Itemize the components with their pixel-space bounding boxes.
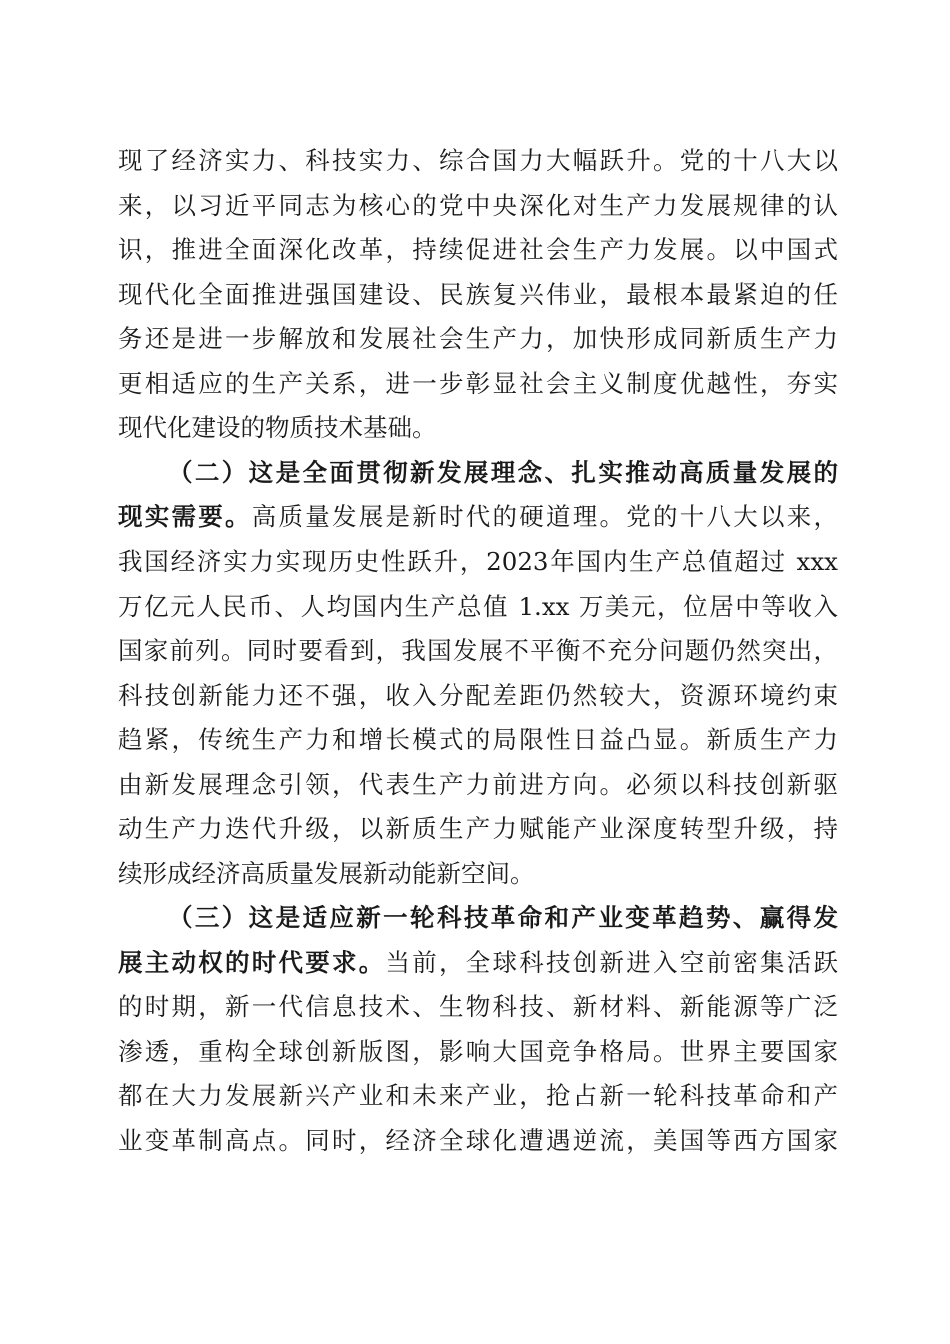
- body-text-line: 动生产力迭代升级，以新质生产力赋能产业深度转型升级，持: [118, 814, 838, 843]
- body-text-line: 来，以习近平同志为核心的党中央深化对生产力发展规律的认: [118, 191, 838, 220]
- body-text-fragment: 当前，全球科技创新进入空前密集活跃: [385, 948, 838, 977]
- section-heading: （二）这是全面贯彻新发展理念、扎实推动高质量发展的: [168, 458, 838, 487]
- section-heading-continuation: 现实需要。: [118, 502, 252, 531]
- body-text-line: 业变革制高点。同时，经济全球化遭遇逆流，美国等西方国家: [118, 1126, 838, 1155]
- body-text-line: 渗透，重构全球创新版图，影响大国竞争格局。世界主要国家: [118, 1037, 838, 1066]
- body-text-line: 由新发展理念引领，代表生产力前进方向。必须以科技创新驱: [118, 770, 838, 799]
- body-text-line: 万亿元人民币、人均国内生产总值 1.xx 万美元，位居中等收入: [118, 592, 838, 621]
- body-text-line: 更相适应的生产关系，进一步彰显社会主义制度优越性，夯实: [118, 369, 838, 398]
- body-text-line: [118, 497, 838, 537]
- body-text-line: 识，推进全面深化改革，持续促进社会生产力发展。以中国式: [118, 235, 838, 264]
- body-text-fragment: 高质量发展是新时代的硬道理。党的十八大以来，: [251, 502, 838, 531]
- body-text-line: 趋紧，传统生产力和增长模式的局限性日益凸显。新质生产力: [118, 725, 838, 754]
- body-text-line: 续形成经济高质量发展新动能新空间。: [118, 859, 535, 888]
- body-text-line: 科技创新能力还不强，收入分配差距仍然较大，资源环境约束: [118, 681, 838, 710]
- body-text-line: 我国经济实力实现历史性跃升，2023年国内生产总值超过 xxx: [118, 547, 838, 576]
- section-heading-continuation: 展主动权的时代要求。: [118, 948, 386, 977]
- body-text-line: 的时期，新一代信息技术、生物科技、新材料、新能源等广泛: [118, 992, 838, 1021]
- body-text-line: 都在大力发展新兴产业和未来产业，抢占新一轮科技革命和产: [118, 1081, 838, 1110]
- body-text-line: 现代化全面推进强国建设、民族复兴伟业，最根本最紧迫的任: [118, 280, 838, 309]
- body-text-line: 国家前列。同时要看到，我国发展不平衡不充分问题仍然突出，: [118, 636, 838, 665]
- body-text-line: 现代化建设的物质技术基础。: [118, 413, 437, 442]
- body-text-line: 现了经济实力、科技实力、综合国力大幅跃升。党的十八大以: [118, 146, 838, 175]
- section-heading: （三）这是适应新一轮科技革命和产业变革趋势、赢得发: [168, 903, 838, 932]
- body-text-line: 务还是进一步解放和发展社会生产力，加快形成同新质生产力: [118, 324, 838, 353]
- body-text-line: [118, 943, 838, 983]
